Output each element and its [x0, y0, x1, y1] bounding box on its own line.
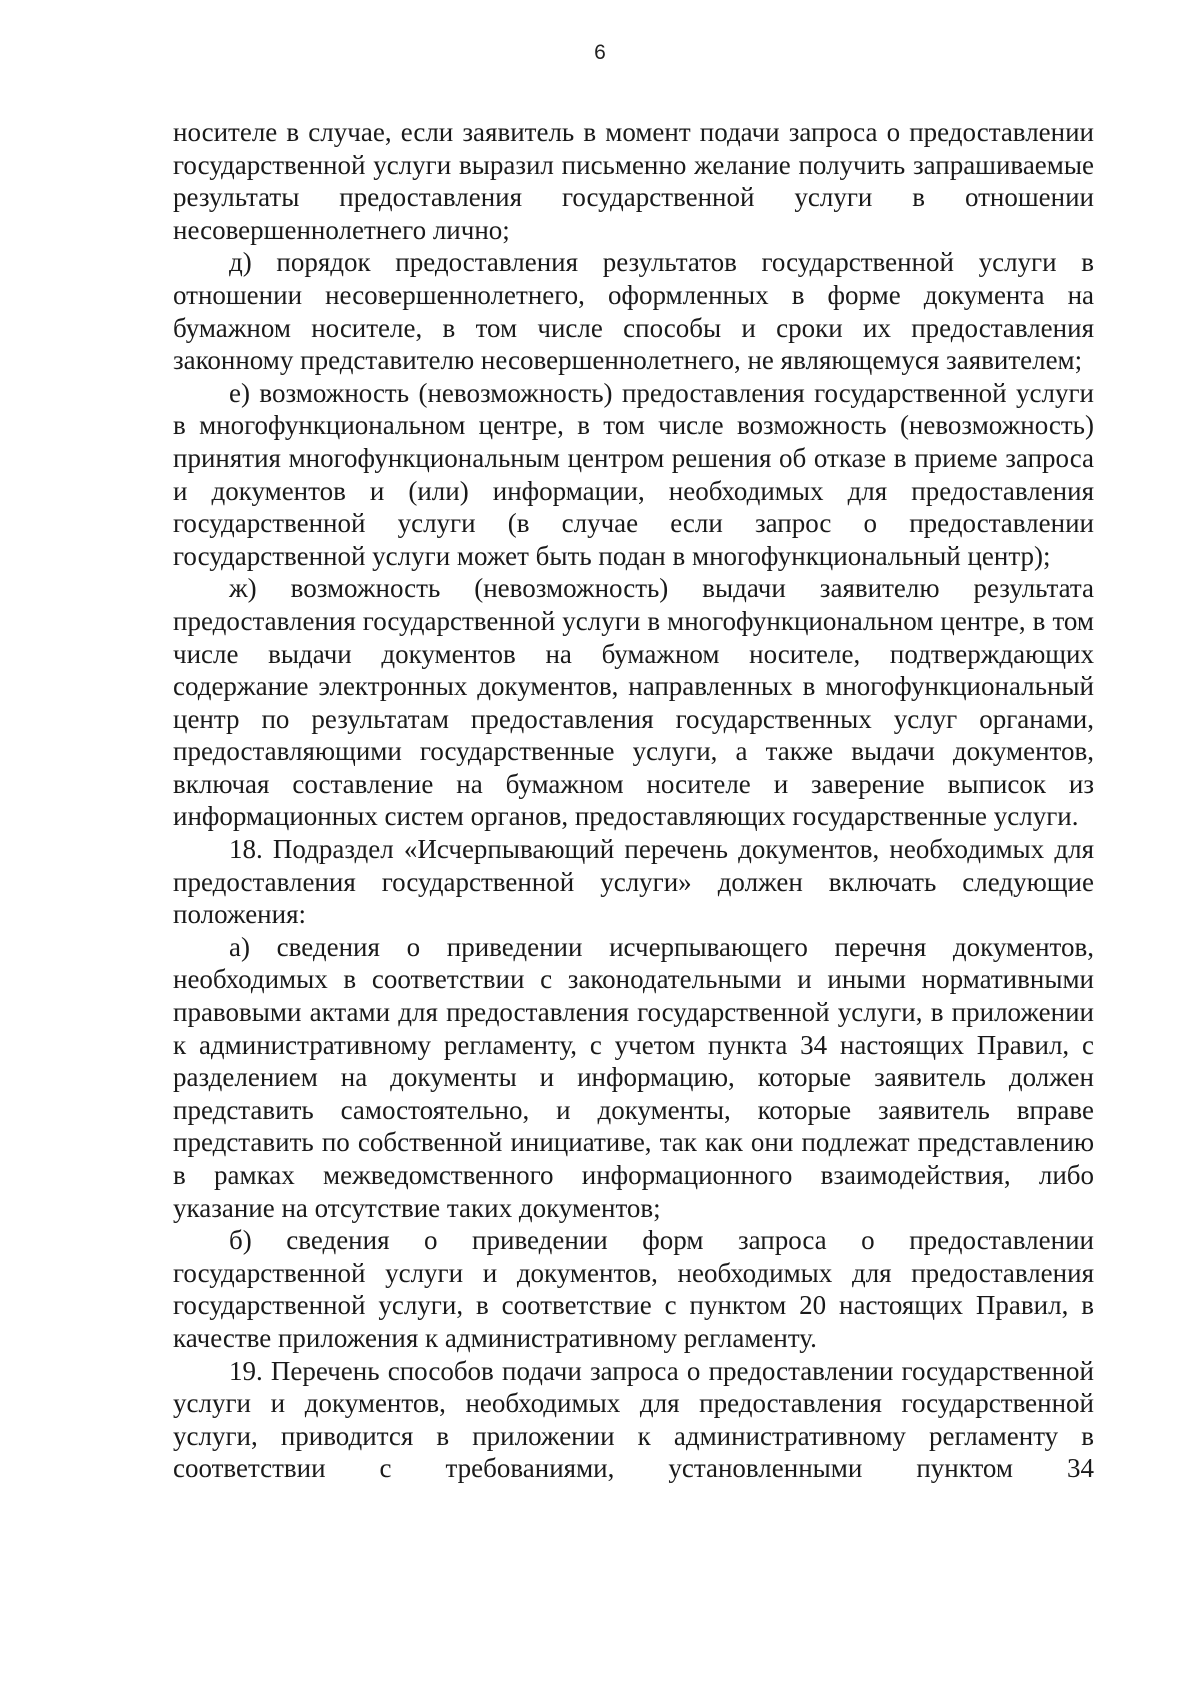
paragraph: а) сведения о приведении исчерпывающего перечня документов, необходимых в соответствии с законодательными и иными нормативными правовыми актами для предоставления государственной услуги, в приложении к административному регламенту, с учетом пункта 34 настоящих Правил, с разделением на документы и информацию, которые заявитель должен представить самостоятельно, и документы, которые заявитель вправе представить по собственной инициативе, так как они подлежат представлению в рамках межведомственного информационного взаимодействия, либо указание на отсутствие таких документов; [173, 931, 1094, 1223]
paragraph: б) сведения о приведении форм запроса о предоставлении государственной услуги и документов, необходимых для предоставления государственной услуги, в соответствие с пунктом 20 настоящих Правил, в качестве приложения к административному регламенту. [173, 1225, 1094, 1353]
document-body [173, 116, 1094, 1485]
page-number: 6 [594, 41, 606, 64]
paragraph: д) порядок предоставления результатов государственной услуги в отношении несовершеннолетнего, оформленных в форме документа на бумажном носителе, в том числе способы и сроки их предоставления законному представителю несовершеннолетнего, не являющемуся заявителем; [173, 247, 1094, 376]
paragraph: ж) возможность (невозможность) выдачи заявителю результата предоставления государственной услуги в многофункциональном центре, в том числе выдачи документов на бумажном носителе, подтверждающих содержание электронных документов, направленных в многофункциональный центр по результатам предоставления государственных услуг органами, предоставляющими государственные услуги, а также выдачи документов, включая составление на бумажном носителе и заверение выписок из информационных систем органов, предоставляющих государственные услуги. [173, 573, 1094, 832]
paragraph: е) возможность (невозможность) предоставления государственной услуги в многофункциональном центре, в том числе возможность (невозможность) принятия многофункциональным центром решения об отказе в приеме запроса и документов и (или) информации, необходимых для предоставления государственной услуги (в случае если запрос о предоставлении государственной услуги может быть подан в многофункциональный центр); [173, 377, 1094, 571]
paragraph: 18. Подраздел «Исчерпывающий перечень документов, необходимых для предоставления государственной услуги» должен включать следующие положения: [173, 834, 1094, 930]
paragraph: 19. Перечень способов подачи запроса о предоставлении государственной услуги и документов, необходимых для предоставления государственной услуги, приводится в приложении к административному регламенту в соответствии с требованиями, установленными пунктом 34 [173, 1355, 1094, 1484]
paragraph: носителе в случае, если заявитель в момент подачи запроса о предоставлении государственной услуги выразил письменно желание получить запрашиваемые результаты предоставления государственной услуги в отношении несовершеннолетнего лично; [173, 117, 1094, 245]
